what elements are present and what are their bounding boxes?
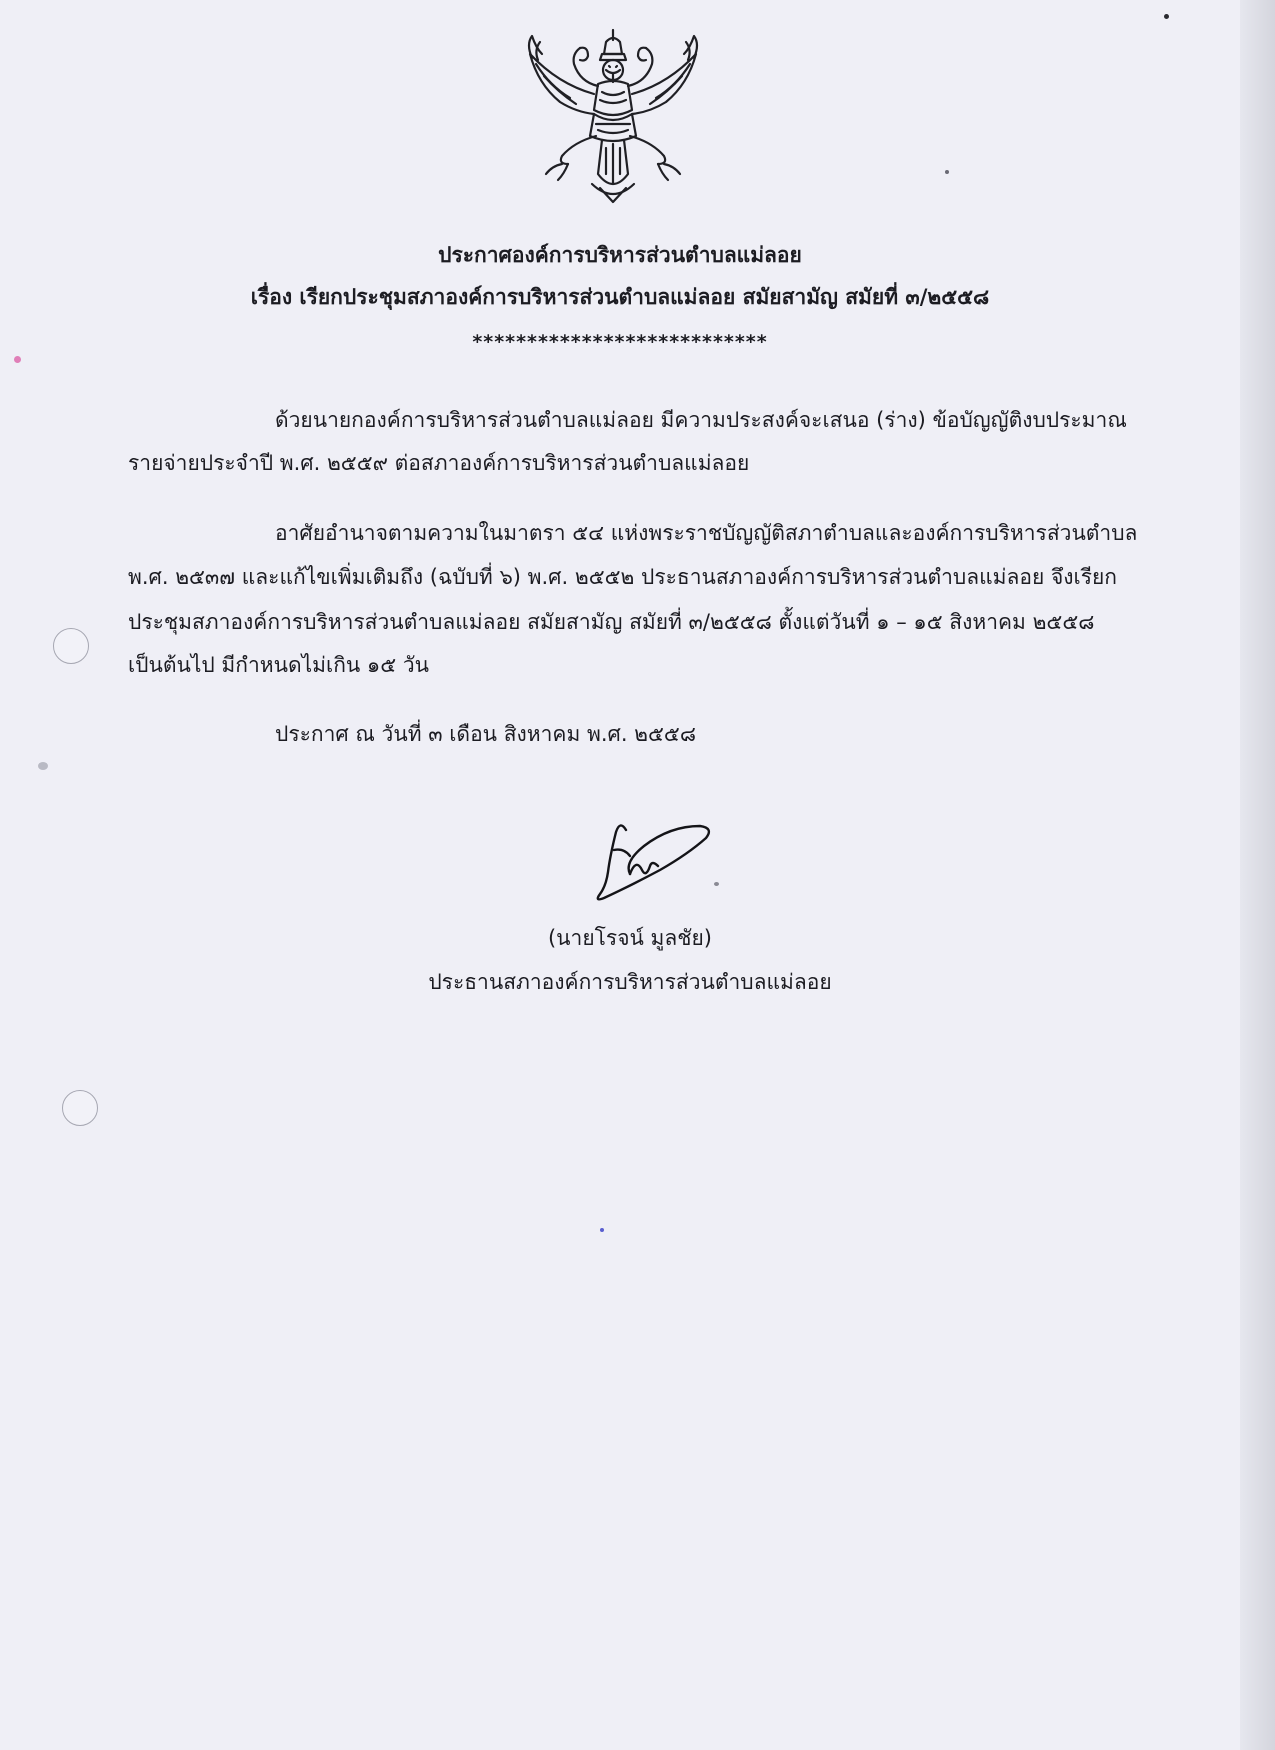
title-separator: *************************** [472,331,768,353]
paragraph-2-line-1: อาศัยอำนาจตามความในมาตรา ๕๔ แห่งพระราชบัญญัติสภาตำบลและองค์การบริหารส่วนตำบล [275,521,1138,545]
scan-speck [1164,14,1169,19]
scan-speck [14,356,21,363]
announce-date: ประกาศ ณ วันที่ ๓ เดือน สิงหาคม พ.ศ. ๒๕๕๘ [275,722,697,746]
paragraph-2-line-4: เป็นต้นไป มีกำหนดไม่เกิน ๑๕ วัน [128,653,429,677]
paragraph-1-line-1: ด้วยนายกองค์การบริหารส่วนตำบลแม่ลอย มีความประสงค์จะเสนอ (ร่าง) ข้อบัญญัติงบประมาณ [275,408,1127,432]
document-title: ประกาศองค์การบริหารส่วนตำบลแม่ลอย [438,243,802,267]
garuda-seal-icon [518,24,708,208]
punch-hole-top [53,628,89,664]
document-subject: เรื่อง เรียกประชุมสภาองค์การบริหารส่วนตำบลแม่ลอย สมัยสามัญ สมัยที่ ๓/๒๕๕๘ [250,285,990,309]
signer-name: (นายโรจน์ มูลชัย) [547,926,712,950]
punch-hole-bottom [62,1090,98,1126]
paragraph-1-line-2: รายจ่ายประจำปี พ.ศ. ๒๕๕๙ ต่อสภาองค์การบริหารส่วนตำบลแม่ลอย [128,451,750,475]
handwritten-signature-icon [590,812,720,902]
scan-speck [945,170,949,174]
scan-speck [714,882,719,886]
paragraph-2-line-3: ประชุมสภาองค์การบริหารส่วนตำบลแม่ลอย สมัยสามัญ สมัยที่ ๓/๒๕๕๘ ตั้งแต่วันที่ ๑ – ๑๕ สิงหาคม ๒๕๕๘ [128,610,1095,634]
scan-speck [600,1228,604,1232]
scanner-edge [1240,0,1275,1750]
paragraph-2-line-2: พ.ศ. ๒๕๓๗ และแก้ไขเพิ่มเติมถึง (ฉบับที่ ๖) พ.ศ. ๒๕๕๒ ประธานสภาองค์การบริหารส่วนตำบลแม่ลอย จึงเรียก [128,565,1117,589]
signer-position: ประธานสภาองค์การบริหารส่วนตำบลแม่ลอย [428,970,832,994]
scan-speck [38,762,48,770]
